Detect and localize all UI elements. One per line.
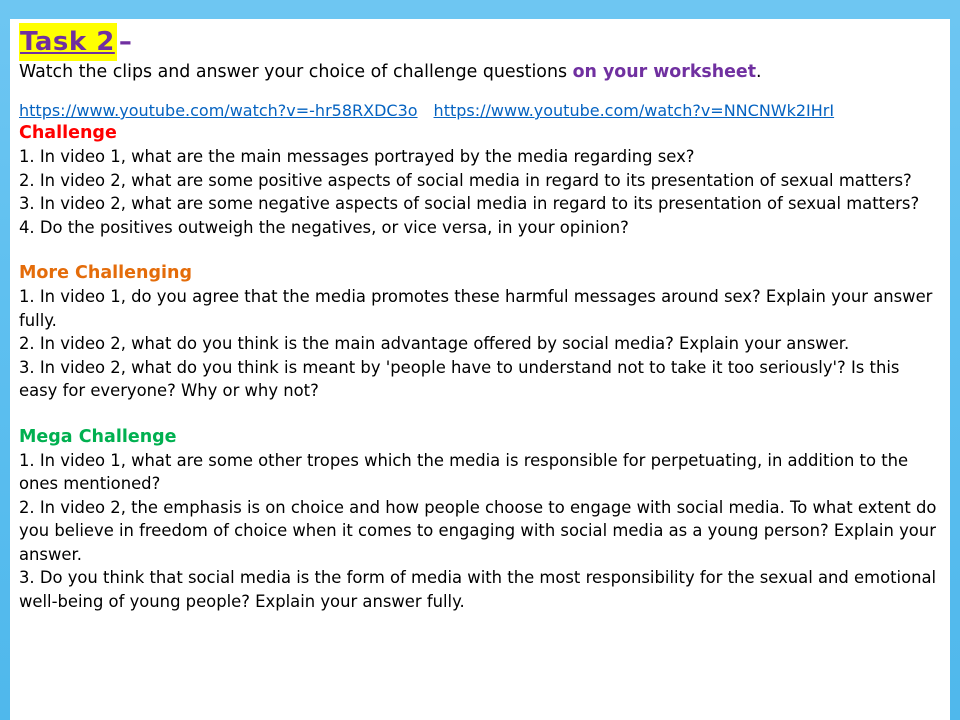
video-link-2[interactable]: https://www.youtube.com/watch?v=NNCNWk2IHrI [433, 101, 835, 120]
video-links [19, 99, 950, 122]
section-challenge [19, 122, 950, 239]
heading-more-challenging: More Challenging [19, 263, 192, 283]
spacer [19, 239, 950, 262]
section-mega-challenge [19, 426, 950, 614]
challenge-question-3: 3. In video 2, what are some negative aspects of social media in regard to its presentation of sexual matters? [19, 194, 920, 213]
mega-question-1: 1. In video 1, what are some other tropes which the media is responsible for perpetuating, in addition to the ones mentioned? [19, 450, 909, 493]
spacer [19, 403, 950, 426]
more-question-2: 2. In video 2, what do you think is the main advantage offered by social media? Explain your answer. [19, 334, 850, 353]
title-row [19, 23, 950, 61]
task-title: Task 2 [19, 23, 117, 61]
intro-highlight: on your worksheet [572, 62, 757, 82]
mega-question-2: 2. In video 2, the emphasis is on choice and how people choose to engage with social media. To what extent do you believe in freedom of choice when it comes to engaging with social media as a young person? Explain your answer. [19, 497, 937, 564]
title-dash: – [118, 27, 133, 57]
intro-main: Watch the clips and answer your choice of challenge questions [19, 62, 573, 82]
challenge-question-1: 1. In video 1, what are the main messages portrayed by the media regarding sex? [19, 147, 695, 166]
intro-text [19, 61, 950, 84]
more-question-1: 1. In video 1, do you agree that the media promotes these harmful messages around sex? Explain your answer fully. [19, 287, 933, 330]
challenge-question-2: 2. In video 2, what are some positive aspects of social media in regard to its presentation of sexual matters? [19, 170, 912, 190]
section-more-challenging [19, 262, 950, 403]
slide [10, 19, 950, 720]
intro-end: . [756, 62, 762, 82]
more-question-3: 3. In video 2, what do you think is meant by 'people have to understand not to take it too seriously'? Is this easy for everyone? Why or why not? [19, 357, 900, 400]
heading-challenge: Challenge [19, 123, 117, 143]
challenge-question-4: 4. Do the positives outweigh the negatives, or vice versa, in your opinion? [19, 217, 629, 237]
mega-question-3: 3. Do you think that social media is the form of media with the most responsibility for the sexual and emotional well-being of young people? Explain your answer fully. [19, 568, 937, 611]
heading-mega-challenge: Mega Challenge [19, 426, 177, 447]
video-link-1[interactable]: https://www.youtube.com/watch?v=-hr58RXDC3o [19, 101, 418, 120]
